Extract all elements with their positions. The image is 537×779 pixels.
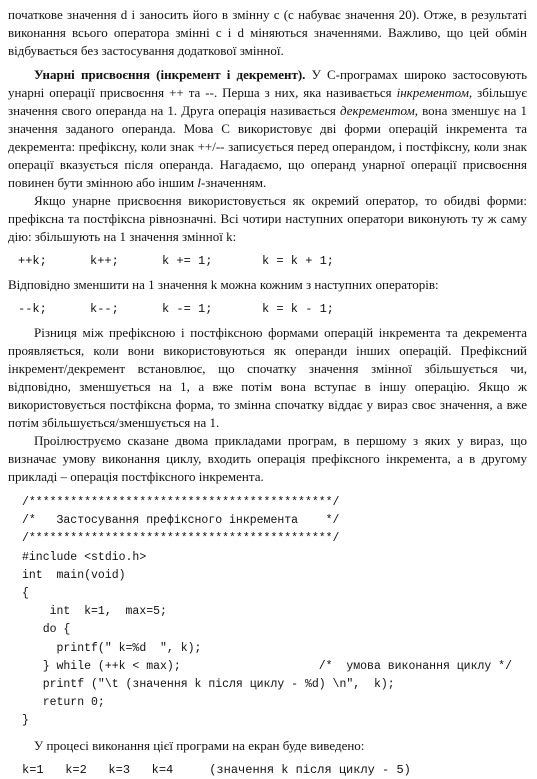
text-line: початкове значення d і заносить його в змінну c (c набуває значення 20). Отже, в: [8, 7, 468, 22]
operator-example: k -= 1;: [162, 302, 213, 316]
section-heading: Унарні присвоєння (інкремент і декремент).: [34, 67, 306, 82]
paragraph-examples-intro: Проілюструємо сказане двома прикладами програм, в першому з яких у вираз, що визначає умову виконання циклу, входить операція префіксного інкремента, а в другому прикладі – операція постфіксного інкремента.: [8, 433, 527, 484]
decrement-operators: [18, 300, 527, 318]
paragraph-decrement-intro: Відповідно зменшити на 1 значення k можна кожним з наступних операторів:: [8, 277, 439, 292]
paragraph-unary-assignment: Унарні присвоєння (інкремент і декремент). У С-програмах широко застосовують унарні операції присвоєння ++ та --. Перша з них, яка називається інкрементом, збільшує значення свого операнда на 1. Друга операція називається декрементом, вона зменшує на 1 значення заданого операнда. Мова С використовує дві форми операцій інкремента та декремента: префіксну, коли знак ++/-- записується перед операндом, і постфіксну, коли знак операції вказується після операнда. Нагадаємо, що операнд унарної операції присвоєння повинен бути змінною або іншим l-значенням.: [8, 67, 528, 190]
operator-example: k--;: [90, 302, 119, 316]
text-line: результаті виконання всього оператора змінні c і d міняються значеннями. Важливо,: [8, 7, 527, 40]
program-output: k=1 k=2 k=3 k=4 (значення k після циклу - 5): [22, 762, 411, 777]
term-increment: інкрементом: [396, 85, 469, 100]
paragraph-swap-result: [8, 6, 527, 60]
operator-example: k += 1;: [162, 254, 213, 268]
operator-example: k++;: [90, 254, 119, 268]
operator-example: ++k;: [18, 254, 47, 268]
term-l-value: l: [197, 175, 201, 190]
text-line: що цей обмін відбувається без застосування додаткової змінної.: [8, 25, 527, 58]
paragraph-equivalent-forms: Якщо унарне присвоєння використовується як окремий оператор, то обидві форми: префіксна та постфіксна рівнозначні. Всі чотири наступних оператори виконують ту ж саму дію: збільшують на 1 значення змінної k:: [8, 193, 527, 244]
operator-example: k = k - 1;: [262, 302, 335, 316]
operator-example: --k;: [18, 302, 47, 316]
code-listing: /********************************************/ /* Застосування префіксного інкремента */ /********************************************/ #include <stdio.h> int main(void) { int k=1, max=5; do { printf(" k=%d ", k); } while (++k < max); /* умова виконання циклу */ printf ("\t (значення k після циклу - %d) \n", k); return 0; }: [22, 496, 512, 728]
operator-example: k = k + 1;: [262, 254, 335, 268]
term-decrement: декрементом: [340, 103, 415, 118]
increment-operators: [18, 252, 527, 270]
paragraph-prefix-postfix-difference: Різниця між префіксною і постфіксною формами операцій інкремента та декремента проявляється, коли вони використовуються як операнди інших операцій. Префіксний інкремент/декремент встановлює, що спочатку значення змінної збільшується чи, відповідно, зменшується на 1, а вже потім вона вступає в іншу операцію. Якщо ж використовується постфіксна форма, то змінна спочатку віддає у вираз своє значення, а вже потім збільшується/зменшується на 1.: [8, 325, 527, 430]
paragraph-output-intro: У процесі виконання цієї програми на екран буде виведено:: [34, 737, 365, 753]
